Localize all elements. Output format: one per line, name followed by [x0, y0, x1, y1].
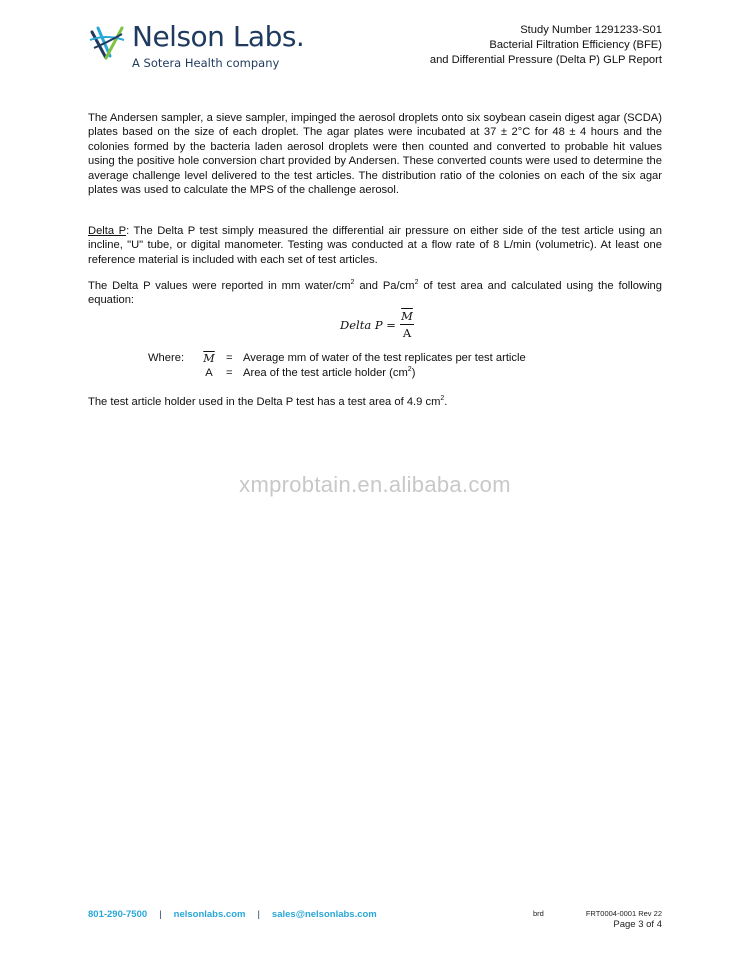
logo-tagline: A Sotera Health company — [132, 56, 280, 70]
definition-a-close: ) — [411, 367, 416, 379]
footer-email-link[interactable]: sales@nelsonlabs.com — [271, 909, 377, 920]
report-title-line2: and Differential Pressure (Delta P) GLP Report — [429, 54, 662, 66]
equals-sign: = — [226, 352, 233, 364]
footer-separator: | — [257, 909, 260, 920]
delta-p-heading: Delta P — [88, 225, 127, 237]
logo-mark-icon — [88, 22, 128, 66]
delta-p-text: The Delta P test simply measured the differential air pressure on either side of the test article using an incline, "U" tube, or digital manometer. Testing was conducted at a flow rate of 8 L/min (volumetric). At least one reference material is included with each set of test articles. — [88, 225, 662, 266]
page-number: Page 3 of 4 — [613, 919, 662, 930]
footer-page-info — [586, 909, 662, 931]
para3-text-a: The Delta P values were reported in mm water/cm — [88, 280, 351, 292]
equals-sign: = — [226, 367, 233, 379]
watermark: xmprobtain.en.alibaba.com — [239, 472, 511, 497]
footer-separator: | — [159, 909, 162, 920]
definition-a-superscript: 2 — [407, 366, 412, 373]
where-label: Where: — [148, 352, 185, 364]
equation-numerator: $\overline{M}$ — [401, 309, 413, 323]
equation-lhs: Delta P = — [340, 318, 396, 332]
footer-website-link[interactable]: nelsonlabs.com — [173, 909, 246, 920]
study-number: Study Number 1291233-S01 — [520, 24, 662, 36]
footer-initials: brd — [533, 909, 544, 918]
definition-m: Average mm of water of the test replicates per test article — [243, 352, 526, 364]
footer-contact — [88, 909, 377, 920]
delta-p-values-paragraph — [88, 279, 662, 308]
definition-a — [243, 366, 415, 381]
equation-fraction — [400, 309, 414, 340]
report-title-line1: Bacterial Filtration Efficiency (BFE) — [489, 39, 662, 51]
para3-text-b: and Pa/cm — [354, 280, 415, 292]
para4-text-a: The test article holder used in the Delta P test has a test area of 4.9 cm — [88, 396, 441, 408]
symbol-a: A — [205, 367, 213, 379]
para4-text-b: . — [444, 396, 448, 408]
report-header — [430, 23, 662, 68]
nelson-labs-logo — [88, 20, 305, 76]
andersen-sampler-paragraph: The Andersen sampler, a sieve sampler, impinged the aerosol droplets onto six soybean casein digest agar (SCDA) plates based on the size of each droplet. The agar plates were incubated at 37 ± 2°C for 48 ± 4 hours and the colonies formed by the bacteria laden aerosol droplets were then counted and converted to probable hit values using the positive hole conversion chart provided by Andersen. These converted counts were used to determine the average challenge level delivered to the test articles. The distribution ratio of the colonies on each of the six agar plates was used to calculate the MPS of the challenge aerosol. — [88, 112, 662, 197]
delta-p-colon: : — [126, 225, 130, 237]
delta-p-paragraph — [88, 224, 662, 267]
para4-superscript: 2 — [440, 395, 445, 402]
definition-a-text: Area of the test article holder (cm — [243, 367, 408, 379]
para3-text-c: of test area and calculated using the following equation: — [88, 280, 662, 307]
para3-superscript-1: 2 — [350, 279, 355, 286]
logo-name: Nelson Labs. — [132, 20, 305, 53]
footer-phone[interactable]: 801-290-7500 — [88, 909, 148, 920]
footer-form-number: FRT0004-0001 Rev 22 — [585, 909, 662, 918]
para3-superscript-2: 2 — [414, 279, 419, 286]
equation-denominator: A — [402, 326, 412, 340]
fraction-bar — [400, 324, 414, 325]
test-area-paragraph — [88, 395, 662, 409]
symbol-m: $\overline{M}$ — [203, 352, 215, 365]
